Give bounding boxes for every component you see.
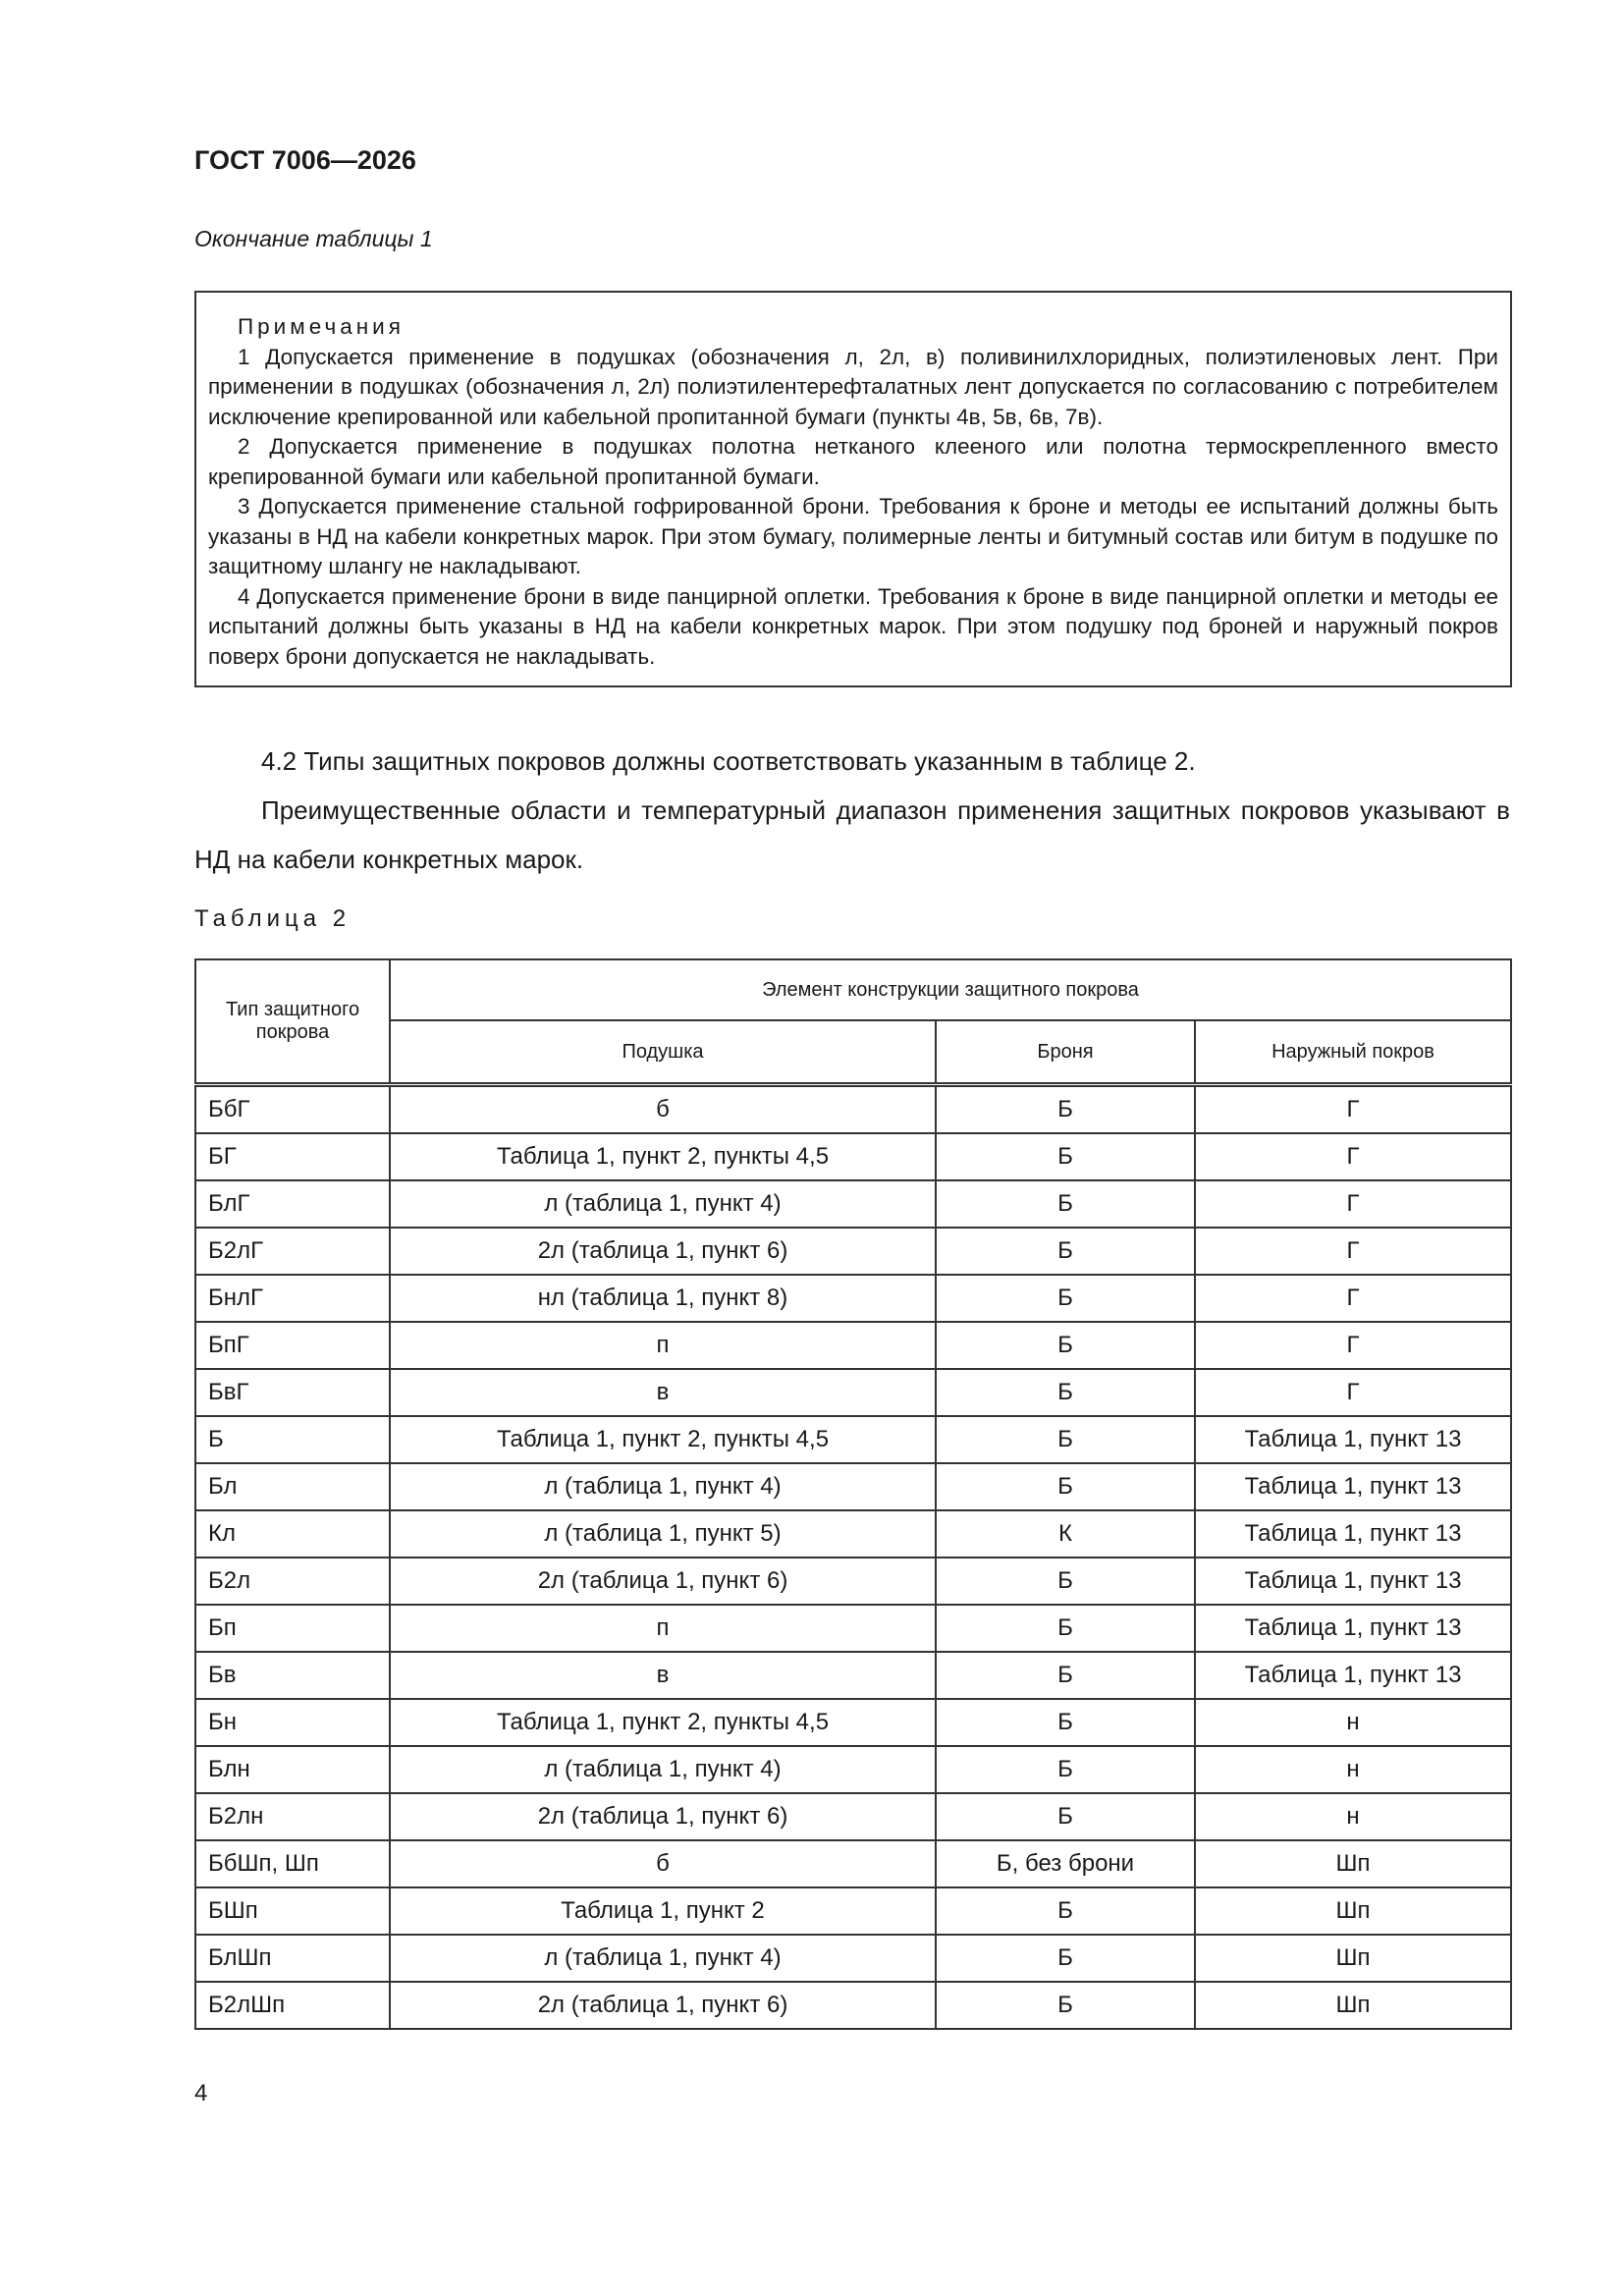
cell-armor: Б (936, 1558, 1195, 1605)
cell-cushion: 2л (таблица 1, пункт 6) (390, 1793, 936, 1840)
header-outer-cover: Наружный покров (1195, 1020, 1511, 1085)
cell-type: Бп (195, 1605, 390, 1652)
cell-type: Б (195, 1416, 390, 1463)
table-row (195, 1463, 1511, 1510)
cell-type: БлШп (195, 1935, 390, 1982)
paragraph-application-areas: Преимущественные области и температурный диапазон применения защитных покровов указывают в НД на кабели конкретных марок. (194, 795, 1510, 874)
cell-outer-cover: Шп (1195, 1982, 1511, 2029)
cell-cushion: Таблица 1, пункт 2, пункты 4,5 (390, 1699, 936, 1746)
paragraph-4-2: 4.2 Типы защитных покровов должны соответствовать указанным в таблице 2. (261, 746, 1196, 776)
table-row (195, 1840, 1511, 1887)
table-row (195, 1605, 1511, 1652)
table-row (195, 1746, 1511, 1793)
cell-type: БШп (195, 1887, 390, 1935)
cell-outer-cover: Г (1195, 1085, 1511, 1134)
table-row (195, 1322, 1511, 1369)
cell-type: БбШп, Шп (195, 1840, 390, 1887)
cell-outer-cover: Шп (1195, 1887, 1511, 1935)
cell-armor: Б (936, 1416, 1195, 1463)
cell-cushion: л (таблица 1, пункт 5) (390, 1510, 936, 1558)
cell-cushion: б (390, 1085, 936, 1134)
cell-cushion: л (таблица 1, пункт 4) (390, 1463, 936, 1510)
cell-type: БлГ (195, 1180, 390, 1228)
cell-armor: Б (936, 1322, 1195, 1369)
table-row (195, 1699, 1511, 1746)
cell-outer-cover: Шп (1195, 1935, 1511, 1982)
table-row (195, 1228, 1511, 1275)
cell-armor: Б (936, 1605, 1195, 1652)
cell-type: БГ (195, 1133, 390, 1180)
cell-armor: К (936, 1510, 1195, 1558)
table-row (195, 1558, 1511, 1605)
cell-armor: Б (936, 1793, 1195, 1840)
cell-type: Б2лШп (195, 1982, 390, 2029)
header-armor: Броня (936, 1020, 1195, 1085)
cell-armor: Б (936, 1652, 1195, 1699)
table-row (195, 1369, 1511, 1416)
cell-armor: Б (936, 1699, 1195, 1746)
page-number: 4 (194, 2080, 208, 2106)
cell-outer-cover: Г (1195, 1228, 1511, 1275)
document-header: ГОСТ 7006—2026 (194, 145, 416, 175)
cell-type: Блн (195, 1746, 390, 1793)
cell-type: Бн (195, 1699, 390, 1746)
cell-armor: Б (936, 1746, 1195, 1793)
cell-cushion: в (390, 1369, 936, 1416)
cell-outer-cover: Г (1195, 1322, 1511, 1369)
cell-cushion: б (390, 1840, 936, 1887)
cell-outer-cover: Шп (1195, 1840, 1511, 1887)
cell-armor: Б (936, 1982, 1195, 2029)
cell-type: Б2л (195, 1558, 390, 1605)
table-row (195, 1180, 1511, 1228)
table-body (195, 1085, 1511, 2030)
cell-armor: Б, без брони (936, 1840, 1195, 1887)
cell-outer-cover: Таблица 1, пункт 13 (1195, 1558, 1511, 1605)
cell-armor: Б (936, 1180, 1195, 1228)
cell-outer-cover: Таблица 1, пункт 13 (1195, 1652, 1511, 1699)
table-row (195, 1935, 1511, 1982)
cell-cushion: Таблица 1, пункт 2, пункты 4,5 (390, 1416, 936, 1463)
cell-cushion: 2л (таблица 1, пункт 6) (390, 1228, 936, 1275)
cell-armor: Б (936, 1133, 1195, 1180)
header-group: Элемент конструкции защитного покрова (390, 959, 1511, 1020)
cell-type: БпГ (195, 1322, 390, 1369)
cell-outer-cover: Г (1195, 1275, 1511, 1322)
header-type: Тип защитного покрова (195, 959, 390, 1085)
table-row (195, 1887, 1511, 1935)
cell-cushion: в (390, 1652, 936, 1699)
cell-outer-cover: Таблица 1, пункт 13 (1195, 1510, 1511, 1558)
header-cushion: Подушка (390, 1020, 936, 1085)
cell-armor: Б (936, 1275, 1195, 1322)
cell-type: Бл (195, 1463, 390, 1510)
table-row (195, 1133, 1511, 1180)
table-row (195, 1275, 1511, 1322)
cell-cushion: п (390, 1322, 936, 1369)
cell-cushion: 2л (таблица 1, пункт 6) (390, 1982, 936, 2029)
notes-box (194, 291, 1512, 687)
cell-cushion: л (таблица 1, пункт 4) (390, 1935, 936, 1982)
cell-armor: Б (936, 1887, 1195, 1935)
table-2 (194, 958, 1512, 2030)
cell-armor: Б (936, 1935, 1195, 1982)
cell-type: БбГ (195, 1085, 390, 1134)
cell-type: Кл (195, 1510, 390, 1558)
cell-outer-cover: Г (1195, 1180, 1511, 1228)
cell-type: Б2лГ (195, 1228, 390, 1275)
table-row (195, 1982, 1511, 2029)
table-row (195, 1085, 1511, 1134)
cell-type: Б2лн (195, 1793, 390, 1840)
cell-outer-cover: Таблица 1, пункт 13 (1195, 1416, 1511, 1463)
table-row (195, 1793, 1511, 1840)
cell-outer-cover: Г (1195, 1133, 1511, 1180)
cell-outer-cover: Таблица 1, пункт 13 (1195, 1605, 1511, 1652)
cell-armor: Б (936, 1463, 1195, 1510)
table-row (195, 1510, 1511, 1558)
cell-cushion: л (таблица 1, пункт 4) (390, 1180, 936, 1228)
note-item: 3 Допускается применение стальной гофрированной брони. Требования к броне и методы ее испытаний должны быть указаны в НД на кабели конкретных марок. При этом бумагу, полимерные ленты и битумный состав или битум в подушке по защитному шлангу не накладывают. (208, 494, 1498, 578)
table-row (195, 1416, 1511, 1463)
cell-cushion: п (390, 1605, 936, 1652)
note-item: 4 Допускается применение брони в виде панцирной оплетки. Требования к броне в виде панцирной оплетки и методы ее испытаний должны быть указаны в НД на кабели конкретных марок. При этом подушку под броней и наружный покров поверх брони допускается не накладывать. (208, 583, 1498, 669)
cell-outer-cover: Г (1195, 1369, 1511, 1416)
table-row (195, 1652, 1511, 1699)
table-continuation-label: Окончание таблицы 1 (194, 226, 433, 251)
cell-type: БвГ (195, 1369, 390, 1416)
cell-cushion: л (таблица 1, пункт 4) (390, 1746, 936, 1793)
cell-armor: Б (936, 1228, 1195, 1275)
cell-armor: Б (936, 1085, 1195, 1134)
cell-outer-cover: Таблица 1, пункт 13 (1195, 1463, 1511, 1510)
cell-type: Бв (195, 1652, 390, 1699)
cell-outer-cover: н (1195, 1746, 1511, 1793)
cell-type: БнлГ (195, 1275, 390, 1322)
cell-cushion: 2л (таблица 1, пункт 6) (390, 1558, 936, 1605)
note-item: 1 Допускается применение в подушках (обозначения л, 2л, в) поливинилхлоридных, полиэтиленовых лент. При применении в подушках (обозначения л, 2л) полиэтилентерефталатных лент допускается по согласованию с потребителем исключение крепированной или кабельной пропитанной бумаги (пункты 4в, 5в, 6в, 7в). (208, 344, 1498, 429)
cell-cushion: нл (таблица 1, пункт 8) (390, 1275, 936, 1322)
note-item: 2 Допускается применение в подушках полотна нетканого клееного или полотна термоскрепленного вместо крепированной бумаги или кабельной пропитанной бумаги. (208, 434, 1498, 489)
table-2-label: Таблица 2 (194, 905, 352, 932)
cell-outer-cover: н (1195, 1699, 1511, 1746)
notes-title: Примечания (238, 314, 405, 339)
cell-outer-cover: н (1195, 1793, 1511, 1840)
cell-cushion: Таблица 1, пункт 2 (390, 1887, 936, 1935)
cell-cushion: Таблица 1, пункт 2, пункты 4,5 (390, 1133, 936, 1180)
cell-armor: Б (936, 1369, 1195, 1416)
